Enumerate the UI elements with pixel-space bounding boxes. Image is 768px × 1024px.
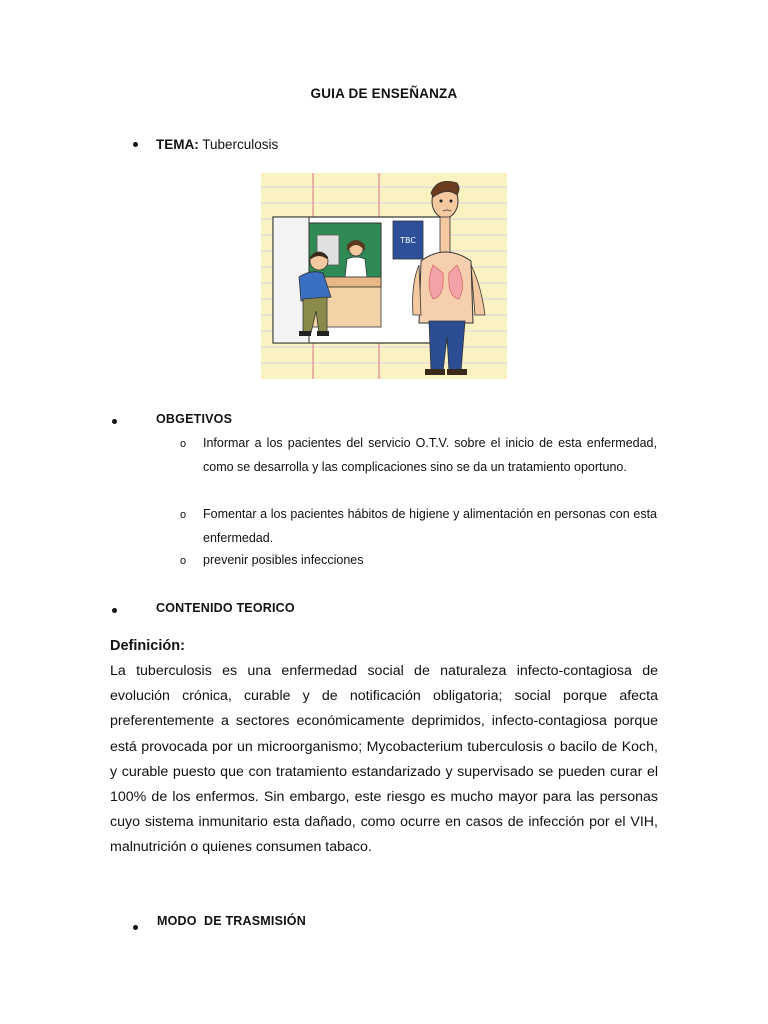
objetivo-bullet-3: o xyxy=(180,555,187,567)
objetivo-bullet-2: o xyxy=(180,509,187,521)
objetivo-item-3: prevenir posibles infecciones xyxy=(203,553,364,567)
page-title: GUIA DE ENSEÑANZA xyxy=(310,86,458,101)
tbc-sign-text: TBC xyxy=(400,236,416,245)
modo-bullet xyxy=(133,925,138,930)
objetivos-bullet xyxy=(112,419,117,424)
objetivo-item-1: Informar a los pacientes del servicio O.T.V. sobre el inicio de esta enfermedad, como se desarrolla y las complicaciones sino se da un tratamiento oportuno. xyxy=(203,436,657,474)
definicion-body: La tuberculosis es una enfermedad social de naturaleza infecto-contagiosa de evolución crónica, curable y de notificación obligatoria; social porque afecta preferentemente a sectores económicamente deprimidos, infecto-contagiosa porque está provocada por un microorganismo; Mycobacterium tuberculosis o bacilo de Koch, y curable puesto que con tratamiento estandarizado y supervisado se pueden curar el 100% de los enfermos. Sin embargo, este riesgo es mucho mayor para las personas cuyo sistema inmunitario esta dañado, como ocurre en casos de infección por el VIH, malnutrición o quienes consumen tabaco. xyxy=(110,663,658,856)
objetivo-item-2: Fomentar a los pacientes hábitos de higiene y alimentación en personas con esta enfermedad. xyxy=(203,507,657,545)
modo-heading: MODO DE TRASMISIÓN xyxy=(157,914,306,928)
tema-line xyxy=(156,137,278,152)
tema-bullet xyxy=(133,142,138,147)
contenido-bullet xyxy=(112,608,117,613)
objetivos-heading: OBGETIVOS xyxy=(156,412,233,426)
definicion-title: Definición: xyxy=(110,638,185,654)
tema-value: Tuberculosis xyxy=(202,137,279,152)
objetivo-bullet-1: o xyxy=(180,438,187,450)
tema-label: TEMA: xyxy=(156,137,199,152)
contenido-heading: CONTENIDO TEORICO xyxy=(156,601,295,615)
tuberculosis-illustration xyxy=(261,173,507,379)
